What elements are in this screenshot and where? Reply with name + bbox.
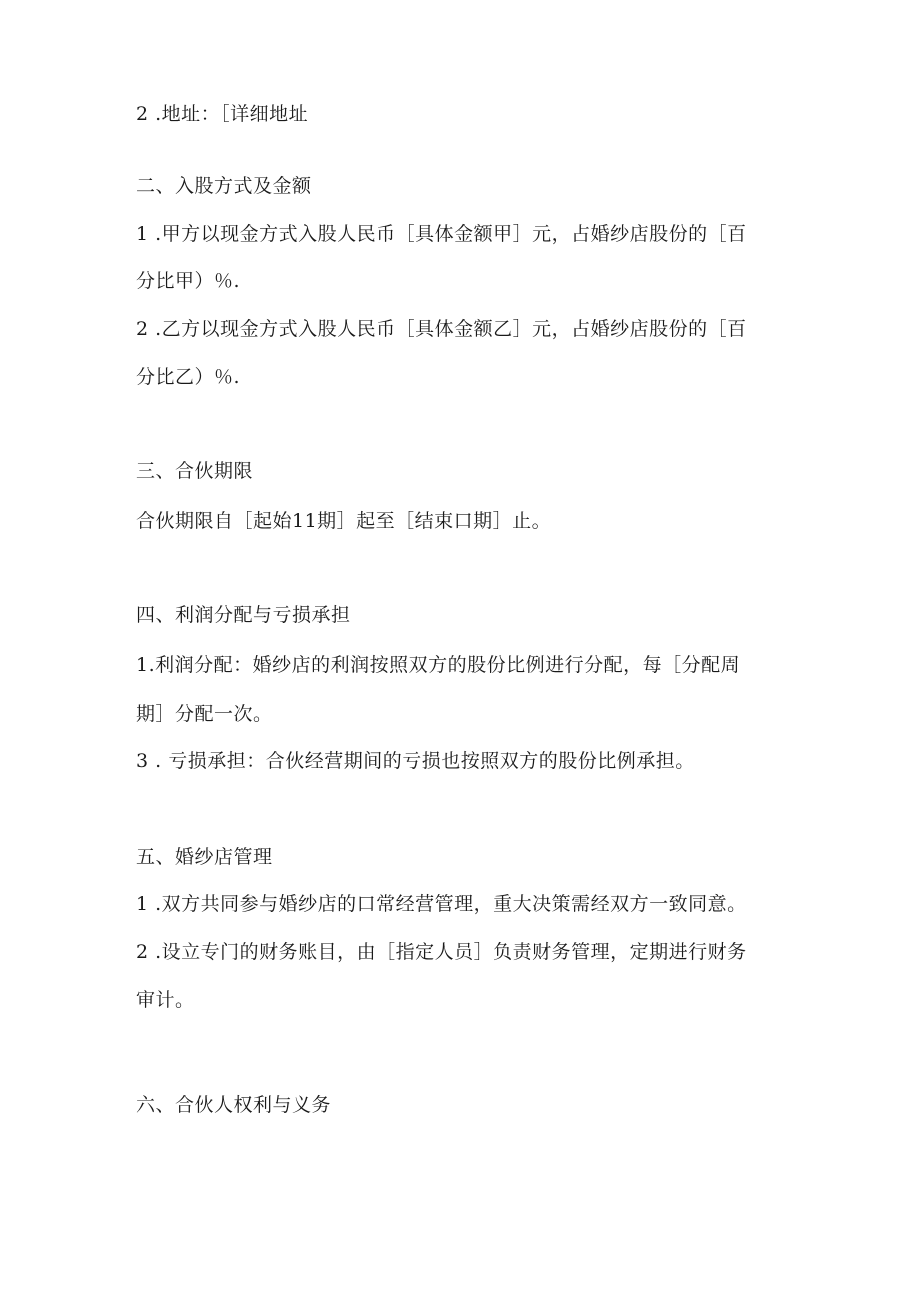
investment-clause-b-line1: 2 .乙方以现金方式入股人民币［具体金额乙］元，占婚纱店股份的［百 (136, 318, 747, 340)
profit-clause-line1: 1.利润分配：婚纱店的利润按照双方的股份比例进行分配，每［分配周 (136, 654, 741, 676)
management-clause-1: 1 .双方共同参与婚纱店的口常经营管理，重大决策需经双方一致同意。 (136, 893, 747, 915)
section-heading-term: 三、合伙期限 (136, 460, 254, 482)
profit-clause-line2: 期］分配一次。 (136, 703, 273, 725)
management-clause-2-line1: 2 .设立专门的财务账目，由［指定人员］负责财务管理，定期进行财务 (136, 941, 747, 963)
investment-clause-b-line2: 分比乙）％. (136, 366, 241, 388)
section-heading-management: 五、婚纱店管理 (136, 846, 273, 868)
management-clause-2-line2: 审计。 (136, 989, 195, 1011)
term-clause: 合伙期限自［起始11期］起至［结束口期］止。 (136, 510, 552, 532)
section-heading-rights: 六、合伙人权利与义务 (136, 1094, 332, 1116)
address-line: 2 .地址：［详细地址 (136, 103, 309, 125)
loss-clause: 3 . 亏损承担：合伙经营期间的亏损也按照双方的股份比例承担。 (136, 750, 695, 772)
investment-clause-a-line1: 1 .甲方以现金方式入股人民币［具体金额甲］元，占婚纱店股份的［百 (136, 223, 747, 245)
investment-clause-a-line2: 分比甲）％. (136, 270, 241, 292)
section-heading-profit: 四、利润分配与亏损承担 (136, 604, 351, 626)
section-heading-investment: 二、入股方式及金额 (136, 175, 312, 197)
